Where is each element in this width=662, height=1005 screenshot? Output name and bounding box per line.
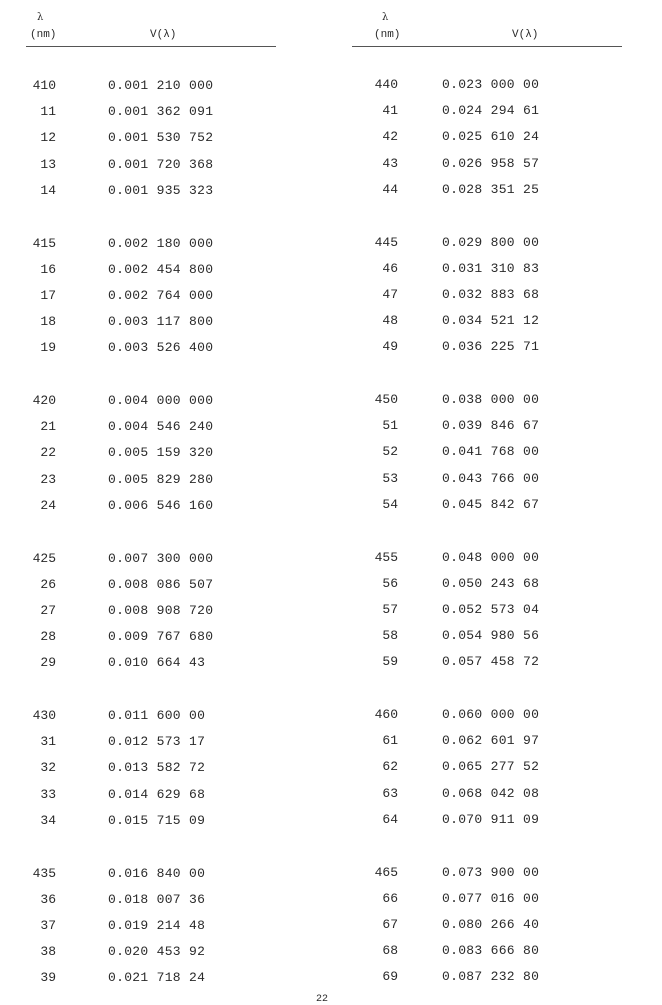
wavelength-cell: 58 bbox=[382, 628, 398, 643]
luminous-efficiency-cell: 0.013 582 72 bbox=[108, 760, 206, 775]
table-row bbox=[330, 550, 630, 566]
wavelength-cell: 14 bbox=[40, 183, 56, 198]
luminous-efficiency-cell: 0.026 958 57 bbox=[442, 156, 540, 171]
page-number: 22 bbox=[316, 994, 329, 1005]
luminous-efficiency-cell: 0.050 243 68 bbox=[442, 576, 540, 591]
left-lambda-symbol: λ bbox=[37, 12, 44, 23]
luminous-efficiency-cell: 0.009 767 680 bbox=[108, 629, 214, 644]
table-row bbox=[330, 418, 630, 434]
table-row bbox=[0, 892, 300, 908]
luminous-efficiency-cell: 0.001 935 323 bbox=[108, 183, 214, 198]
wavelength-cell: 62 bbox=[382, 759, 398, 774]
table-row bbox=[0, 551, 300, 567]
luminous-efficiency-cell: 0.025 610 24 bbox=[442, 129, 540, 144]
luminous-efficiency-cell: 0.060 000 00 bbox=[442, 707, 540, 722]
luminous-efficiency-cell: 0.018 007 36 bbox=[108, 892, 206, 907]
wavelength-cell: 13 bbox=[40, 157, 56, 172]
left-value-header: V(λ) bbox=[150, 29, 177, 41]
table-row bbox=[0, 655, 300, 671]
wavelength-cell: 430 bbox=[32, 708, 56, 723]
luminous-efficiency-cell: 0.001 210 000 bbox=[108, 78, 214, 93]
wavelength-cell: 19 bbox=[40, 340, 56, 355]
wavelength-cell: 440 bbox=[374, 77, 398, 92]
luminous-efficiency-cell: 0.087 232 80 bbox=[442, 969, 540, 984]
table-row bbox=[0, 472, 300, 488]
table-row bbox=[330, 261, 630, 277]
luminous-efficiency-cell: 0.073 900 00 bbox=[442, 865, 540, 880]
luminous-efficiency-cell: 0.070 911 09 bbox=[442, 812, 540, 827]
table-row bbox=[330, 917, 630, 933]
luminous-efficiency-cell: 0.003 117 800 bbox=[108, 314, 214, 329]
luminous-efficiency-cell: 0.054 980 56 bbox=[442, 628, 540, 643]
luminous-efficiency-cell: 0.002 764 000 bbox=[108, 288, 214, 303]
luminous-efficiency-cell: 0.039 846 67 bbox=[442, 418, 540, 433]
table-row bbox=[0, 183, 300, 199]
table-row bbox=[330, 628, 630, 644]
table-row bbox=[0, 445, 300, 461]
luminous-efficiency-cell: 0.001 720 368 bbox=[108, 157, 214, 172]
wavelength-cell: 41 bbox=[382, 103, 398, 118]
wavelength-cell: 42 bbox=[382, 129, 398, 144]
table-row bbox=[0, 262, 300, 278]
wavelength-cell: 21 bbox=[40, 419, 56, 434]
left-unit-label: (nm) bbox=[30, 29, 57, 41]
wavelength-cell: 49 bbox=[382, 339, 398, 354]
table-row bbox=[330, 287, 630, 303]
wavelength-cell: 67 bbox=[382, 917, 398, 932]
wavelength-cell: 46 bbox=[382, 261, 398, 276]
luminous-efficiency-cell: 0.001 362 091 bbox=[108, 104, 214, 119]
table-row bbox=[330, 654, 630, 670]
table-row bbox=[0, 104, 300, 120]
table-row bbox=[330, 812, 630, 828]
table-row bbox=[330, 235, 630, 251]
luminous-efficiency-cell: 0.007 300 000 bbox=[108, 551, 214, 566]
wavelength-cell: 59 bbox=[382, 654, 398, 669]
luminous-efficiency-cell: 0.036 225 71 bbox=[442, 339, 540, 354]
wavelength-cell: 16 bbox=[40, 262, 56, 277]
luminous-efficiency-cell: 0.083 666 80 bbox=[442, 943, 540, 958]
table-row bbox=[0, 970, 300, 986]
wavelength-cell: 43 bbox=[382, 156, 398, 171]
wavelength-cell: 54 bbox=[382, 497, 398, 512]
luminous-efficiency-cell: 0.062 601 97 bbox=[442, 733, 540, 748]
luminous-efficiency-cell: 0.002 454 800 bbox=[108, 262, 214, 277]
table-row bbox=[0, 944, 300, 960]
wavelength-cell: 34 bbox=[40, 813, 56, 828]
wavelength-cell: 36 bbox=[40, 892, 56, 907]
wavelength-cell: 61 bbox=[382, 733, 398, 748]
table-row bbox=[330, 969, 630, 985]
table-row bbox=[0, 314, 300, 330]
luminous-efficiency-cell: 0.020 453 92 bbox=[108, 944, 206, 959]
table-row bbox=[330, 733, 630, 749]
luminous-efficiency-cell: 0.029 800 00 bbox=[442, 235, 540, 250]
wavelength-cell: 425 bbox=[32, 551, 56, 566]
wavelength-cell: 11 bbox=[40, 104, 56, 119]
luminous-efficiency-cell: 0.068 042 08 bbox=[442, 786, 540, 801]
table-row bbox=[0, 577, 300, 593]
wavelength-cell: 31 bbox=[40, 734, 56, 749]
luminous-efficiency-cell: 0.041 768 00 bbox=[442, 444, 540, 459]
table-row bbox=[0, 236, 300, 252]
luminous-efficiency-cell: 0.024 294 61 bbox=[442, 103, 540, 118]
wavelength-cell: 415 bbox=[32, 236, 56, 251]
wavelength-cell: 69 bbox=[382, 969, 398, 984]
luminous-efficiency-cell: 0.005 829 280 bbox=[108, 472, 214, 487]
luminous-efficiency-cell: 0.001 530 752 bbox=[108, 130, 214, 145]
luminous-efficiency-cell: 0.014 629 68 bbox=[108, 787, 206, 802]
wavelength-cell: 51 bbox=[382, 418, 398, 433]
left-data-column bbox=[0, 0, 300, 1000]
luminous-efficiency-cell: 0.032 883 68 bbox=[442, 287, 540, 302]
wavelength-cell: 22 bbox=[40, 445, 56, 460]
luminous-efficiency-cell: 0.052 573 04 bbox=[442, 602, 540, 617]
wavelength-cell: 465 bbox=[374, 865, 398, 880]
luminous-efficiency-cell: 0.023 000 00 bbox=[442, 77, 540, 92]
luminous-efficiency-cell: 0.028 351 25 bbox=[442, 182, 540, 197]
wavelength-cell: 39 bbox=[40, 970, 56, 985]
wavelength-cell: 410 bbox=[32, 78, 56, 93]
table-row bbox=[330, 497, 630, 513]
wavelength-cell: 32 bbox=[40, 760, 56, 775]
table-row bbox=[0, 393, 300, 409]
luminous-efficiency-cell: 0.010 664 43 bbox=[108, 655, 206, 670]
table-row bbox=[330, 129, 630, 145]
right-unit-label: (nm) bbox=[374, 29, 401, 41]
wavelength-cell: 37 bbox=[40, 918, 56, 933]
wavelength-cell: 460 bbox=[374, 707, 398, 722]
table-row bbox=[330, 943, 630, 959]
right-value-header: V(λ) bbox=[512, 29, 539, 41]
table-row bbox=[0, 787, 300, 803]
table-row bbox=[330, 339, 630, 355]
luminous-efficiency-cell: 0.004 000 000 bbox=[108, 393, 214, 408]
table-row bbox=[0, 340, 300, 356]
table-row bbox=[330, 786, 630, 802]
luminous-efficiency-cell: 0.019 214 48 bbox=[108, 918, 206, 933]
table-row bbox=[330, 77, 630, 93]
wavelength-cell: 28 bbox=[40, 629, 56, 644]
wavelength-cell: 48 bbox=[382, 313, 398, 328]
wavelength-cell: 53 bbox=[382, 471, 398, 486]
wavelength-cell: 29 bbox=[40, 655, 56, 670]
table-row bbox=[0, 918, 300, 934]
table-row bbox=[0, 603, 300, 619]
wavelength-cell: 63 bbox=[382, 786, 398, 801]
luminous-efficiency-cell: 0.006 546 160 bbox=[108, 498, 214, 513]
wavelength-cell: 44 bbox=[382, 182, 398, 197]
luminous-efficiency-cell: 0.005 159 320 bbox=[108, 445, 214, 460]
table-row bbox=[330, 444, 630, 460]
wavelength-cell: 12 bbox=[40, 130, 56, 145]
wavelength-cell: 435 bbox=[32, 866, 56, 881]
wavelength-cell: 38 bbox=[40, 944, 56, 959]
luminous-efficiency-cell: 0.043 766 00 bbox=[442, 471, 540, 486]
luminous-efficiency-cell: 0.080 266 40 bbox=[442, 917, 540, 932]
right-data-column bbox=[330, 0, 630, 1000]
luminous-efficiency-cell: 0.015 715 09 bbox=[108, 813, 206, 828]
luminous-efficiency-cell: 0.016 840 00 bbox=[108, 866, 206, 881]
table-row bbox=[330, 313, 630, 329]
luminous-efficiency-cell: 0.048 000 00 bbox=[442, 550, 540, 565]
wavelength-cell: 33 bbox=[40, 787, 56, 802]
table-row bbox=[0, 419, 300, 435]
luminous-efficiency-cell: 0.038 000 00 bbox=[442, 392, 540, 407]
table-row bbox=[0, 760, 300, 776]
luminous-efficiency-cell: 0.002 180 000 bbox=[108, 236, 214, 251]
luminous-efficiency-cell: 0.045 842 67 bbox=[442, 497, 540, 512]
wavelength-cell: 68 bbox=[382, 943, 398, 958]
table-row bbox=[0, 157, 300, 173]
luminous-efficiency-cell: 0.021 718 24 bbox=[108, 970, 206, 985]
table-row bbox=[330, 576, 630, 592]
table-row bbox=[330, 759, 630, 775]
table-row bbox=[330, 891, 630, 907]
table-row bbox=[330, 182, 630, 198]
table-row bbox=[0, 288, 300, 304]
luminous-efficiency-cell: 0.008 908 720 bbox=[108, 603, 214, 618]
luminous-efficiency-cell: 0.008 086 507 bbox=[108, 577, 214, 592]
wavelength-cell: 445 bbox=[374, 235, 398, 250]
wavelength-cell: 450 bbox=[374, 392, 398, 407]
wavelength-cell: 56 bbox=[382, 576, 398, 591]
luminous-efficiency-cell: 0.077 016 00 bbox=[442, 891, 540, 906]
luminous-efficiency-cell: 0.004 546 240 bbox=[108, 419, 214, 434]
wavelength-cell: 26 bbox=[40, 577, 56, 592]
right-lambda-symbol: λ bbox=[382, 12, 389, 23]
table-row bbox=[330, 392, 630, 408]
table-row bbox=[330, 156, 630, 172]
table-row bbox=[330, 602, 630, 618]
table-row bbox=[0, 130, 300, 146]
luminous-efficiency-cell: 0.011 600 00 bbox=[108, 708, 206, 723]
table-row bbox=[0, 78, 300, 94]
table-row bbox=[0, 866, 300, 882]
wavelength-cell: 18 bbox=[40, 314, 56, 329]
table-row bbox=[330, 707, 630, 723]
wavelength-cell: 455 bbox=[374, 550, 398, 565]
table-row bbox=[0, 734, 300, 750]
table-row bbox=[330, 471, 630, 487]
table-row bbox=[0, 813, 300, 829]
wavelength-cell: 64 bbox=[382, 812, 398, 827]
wavelength-cell: 66 bbox=[382, 891, 398, 906]
luminous-efficiency-cell: 0.012 573 17 bbox=[108, 734, 206, 749]
luminous-efficiency-cell: 0.034 521 12 bbox=[442, 313, 540, 328]
wavelength-cell: 47 bbox=[382, 287, 398, 302]
wavelength-cell: 17 bbox=[40, 288, 56, 303]
table-row bbox=[0, 498, 300, 514]
luminous-efficiency-cell: 0.065 277 52 bbox=[442, 759, 540, 774]
wavelength-cell: 23 bbox=[40, 472, 56, 487]
wavelength-cell: 52 bbox=[382, 444, 398, 459]
table-row bbox=[0, 629, 300, 645]
luminous-efficiency-cell: 0.003 526 400 bbox=[108, 340, 214, 355]
luminous-efficiency-cell: 0.057 458 72 bbox=[442, 654, 540, 669]
wavelength-cell: 420 bbox=[32, 393, 56, 408]
luminous-efficiency-cell: 0.031 310 83 bbox=[442, 261, 540, 276]
wavelength-cell: 27 bbox=[40, 603, 56, 618]
wavelength-cell: 24 bbox=[40, 498, 56, 513]
table-row bbox=[330, 865, 630, 881]
wavelength-cell: 57 bbox=[382, 602, 398, 617]
table-row bbox=[330, 103, 630, 119]
table-row bbox=[0, 708, 300, 724]
